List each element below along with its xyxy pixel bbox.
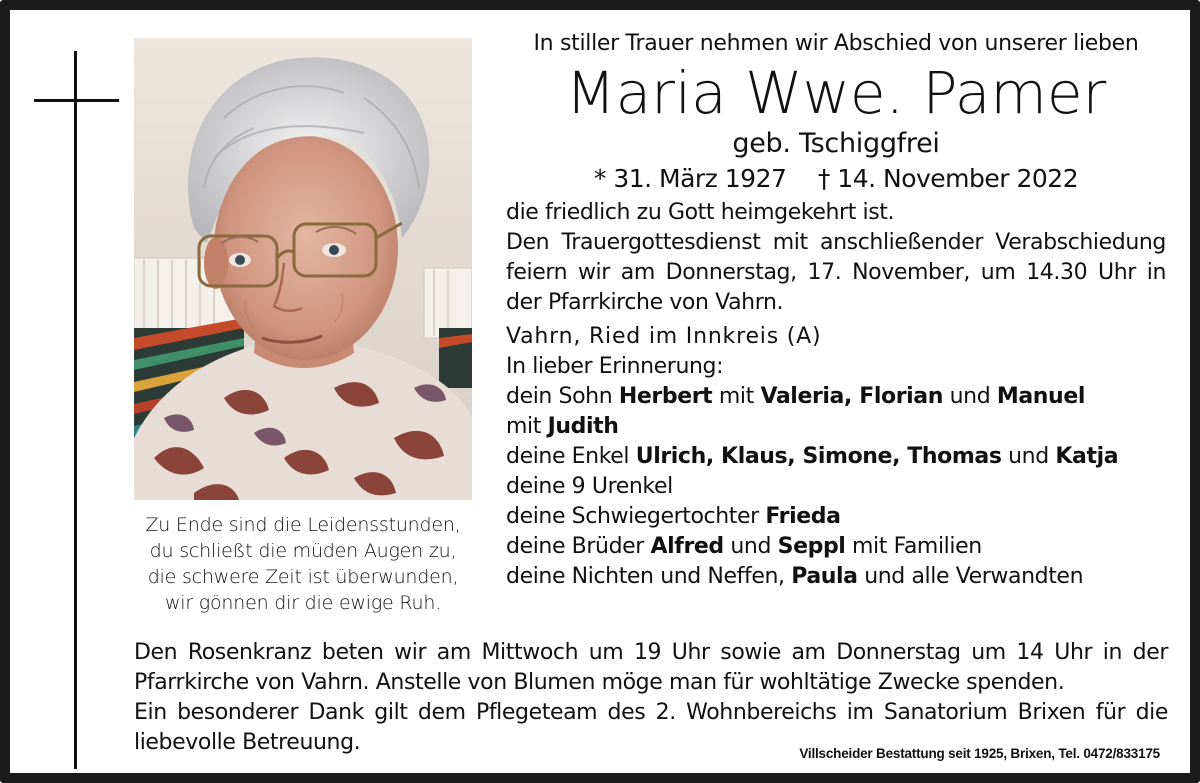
mourner-suffix: und alle Verwandten [857,564,1084,589]
mourner-relation: dein Sohn [506,384,619,409]
mourner-joiner: und [723,534,778,559]
mourner-name: Paula [791,564,858,589]
mourner-line [506,532,1166,562]
mourner-relation: deine Nichten und Neffen, [506,564,792,589]
mourner-relation: deine 9 Urenkel [506,474,673,499]
cross-vertical-bar [74,51,77,769]
announcement-body [506,198,1166,592]
mourner-joiner: und [1001,444,1056,469]
thanks-text: Ein besonderer Dank gilt dem Pflegeteam des 2. Wohnbereichs im Sanatorium Brixen für die liebevolle Betreuung. [134,700,1168,755]
memory-heading: In lieber Erinnerung: [506,354,724,379]
rosary-text: Den Rosenkranz beten wir am Mittwoch um 19 Uhr sowie am Donnerstag um 14 Uhr in der Pfarrkirche von Vahrn. Anstelle von Blumen möge man für wohltätige Zwecke spenden. [134,640,1168,695]
mourner-name: Herbert [618,384,713,409]
mourner-name: Valeria, Florian [760,384,944,409]
mourner-relation: deine Brüder [506,534,651,559]
life-dates [506,162,1166,196]
mourner-joiner: mit [712,384,761,409]
mourner-line [506,472,1166,502]
deceased-name: Maria Wwe. Pamer [565,59,1107,127]
place-line: Vahrn, Ried im Innkreis (A) [506,324,822,349]
poem-line: wir gönnen dir die ewige Ruh. [164,592,442,614]
death-date: † 14. November 2022 [817,164,1079,193]
portrait-photo [134,38,472,500]
birth-date: * 31. März 1927 [593,164,787,193]
mourner-name: Katja [1055,444,1119,469]
mourner-line [506,412,1166,442]
poem-line: du schließt die müden Augen zu, [149,540,457,562]
poem-line: Zu Ende sind die Leidensstunden, [145,514,461,536]
mourner-relation: deine Enkel [506,444,636,469]
mourner-name: Frieda [765,504,841,529]
mourner-name: Judith [547,414,619,439]
mourner-relation: deine Schwiegertochter [506,504,766,529]
intro-line: In stiller Trauer nehmen wir Abschied von unserer lieben [533,31,1139,56]
mourner-line [506,502,1166,532]
announcement-column [506,28,1166,592]
mourner-line [506,442,1166,472]
mourner-name: Manuel [996,384,1085,409]
mourner-name: Seppl [777,534,846,559]
poem [134,512,472,616]
mourner-suffix: mit Familien [845,534,982,559]
service-text: Den Trauergottesdienst mit anschließender Verabschiedung feiern wir am Donnerstag, 17. November, um 14.30 Uhr in der Pfarrkirche von Vahrn. [506,230,1166,315]
cross-horizontal-bar [34,99,119,102]
funeral-home-footer: Villscheider Bestattung seit 1925, Brixen, Tel. 0472/833175 [799,746,1160,761]
mourner-name: Ulrich, Klaus, Simone, Thomas [635,444,1002,469]
home-line: die friedlich zu Gott heimgekehrt ist. [506,200,895,225]
mourner-line [506,562,1166,592]
mourner-name: Alfred [650,534,724,559]
mourner-line [506,382,1166,412]
mourner-joiner: und [943,384,997,409]
poem-line: die schwere Zeit ist überwunden, [147,566,459,588]
mourner-relation: mit [506,414,548,439]
maiden-name: geb. Tschiggfrei [732,128,940,159]
bottom-text [134,638,1168,758]
